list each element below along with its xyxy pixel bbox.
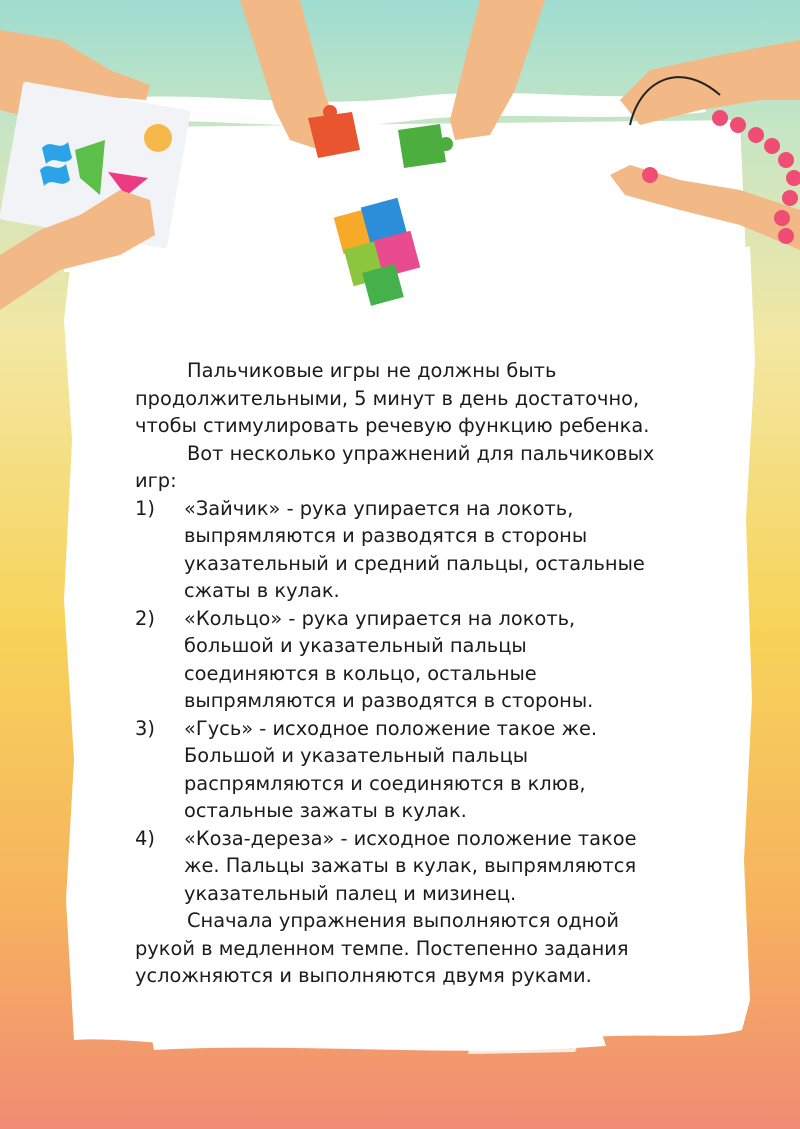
article-body — [135, 357, 665, 990]
exercise-text: «Коза-дереза» - исходное положение такое же. Пальцы зажаты в кулак, выпрямляются указательный палец и мизинец. — [184, 826, 637, 905]
exercise-item — [135, 825, 665, 908]
intro-paragraph: Пальчиковые игры не должны быть продолжительными, 5 минут в день достаточно, чтобы стимулировать речевую функцию ребенка. — [135, 359, 650, 437]
exercises-lead: Вот несколько упражнений для пальчиковых игр: — [135, 441, 655, 492]
exercise-item — [135, 495, 665, 605]
exercise-text: «Зайчик» - рука упирается на локоть, выпрямляются и разводятся в стороны указательный и средний пальцы, остальные сжаты в кулак. — [184, 496, 645, 602]
exercise-number: 3) — [135, 716, 155, 740]
exercise-number: 1) — [135, 496, 155, 520]
conclusion-paragraph: Сначала упражнения выполняются одной рукой в медленном темпе. Постепенно задания усложняются и выполняются двумя руками. — [135, 909, 629, 987]
exercise-item — [135, 715, 665, 825]
exercise-text: «Кольцо» - рука упирается на локоть, большой и указательный пальцы соединяются в кольцо, остальные выпрямляются и разводятся в стороны. — [184, 606, 594, 712]
exercise-item — [135, 605, 665, 715]
exercise-number: 4) — [135, 826, 155, 850]
exercise-text: «Гусь» - исходное положение такое же. Большой и указательный пальцы распрямляются и соединяются в клюв, остальные зажаты в кулак. — [184, 716, 598, 822]
exercise-number: 2) — [135, 606, 155, 630]
